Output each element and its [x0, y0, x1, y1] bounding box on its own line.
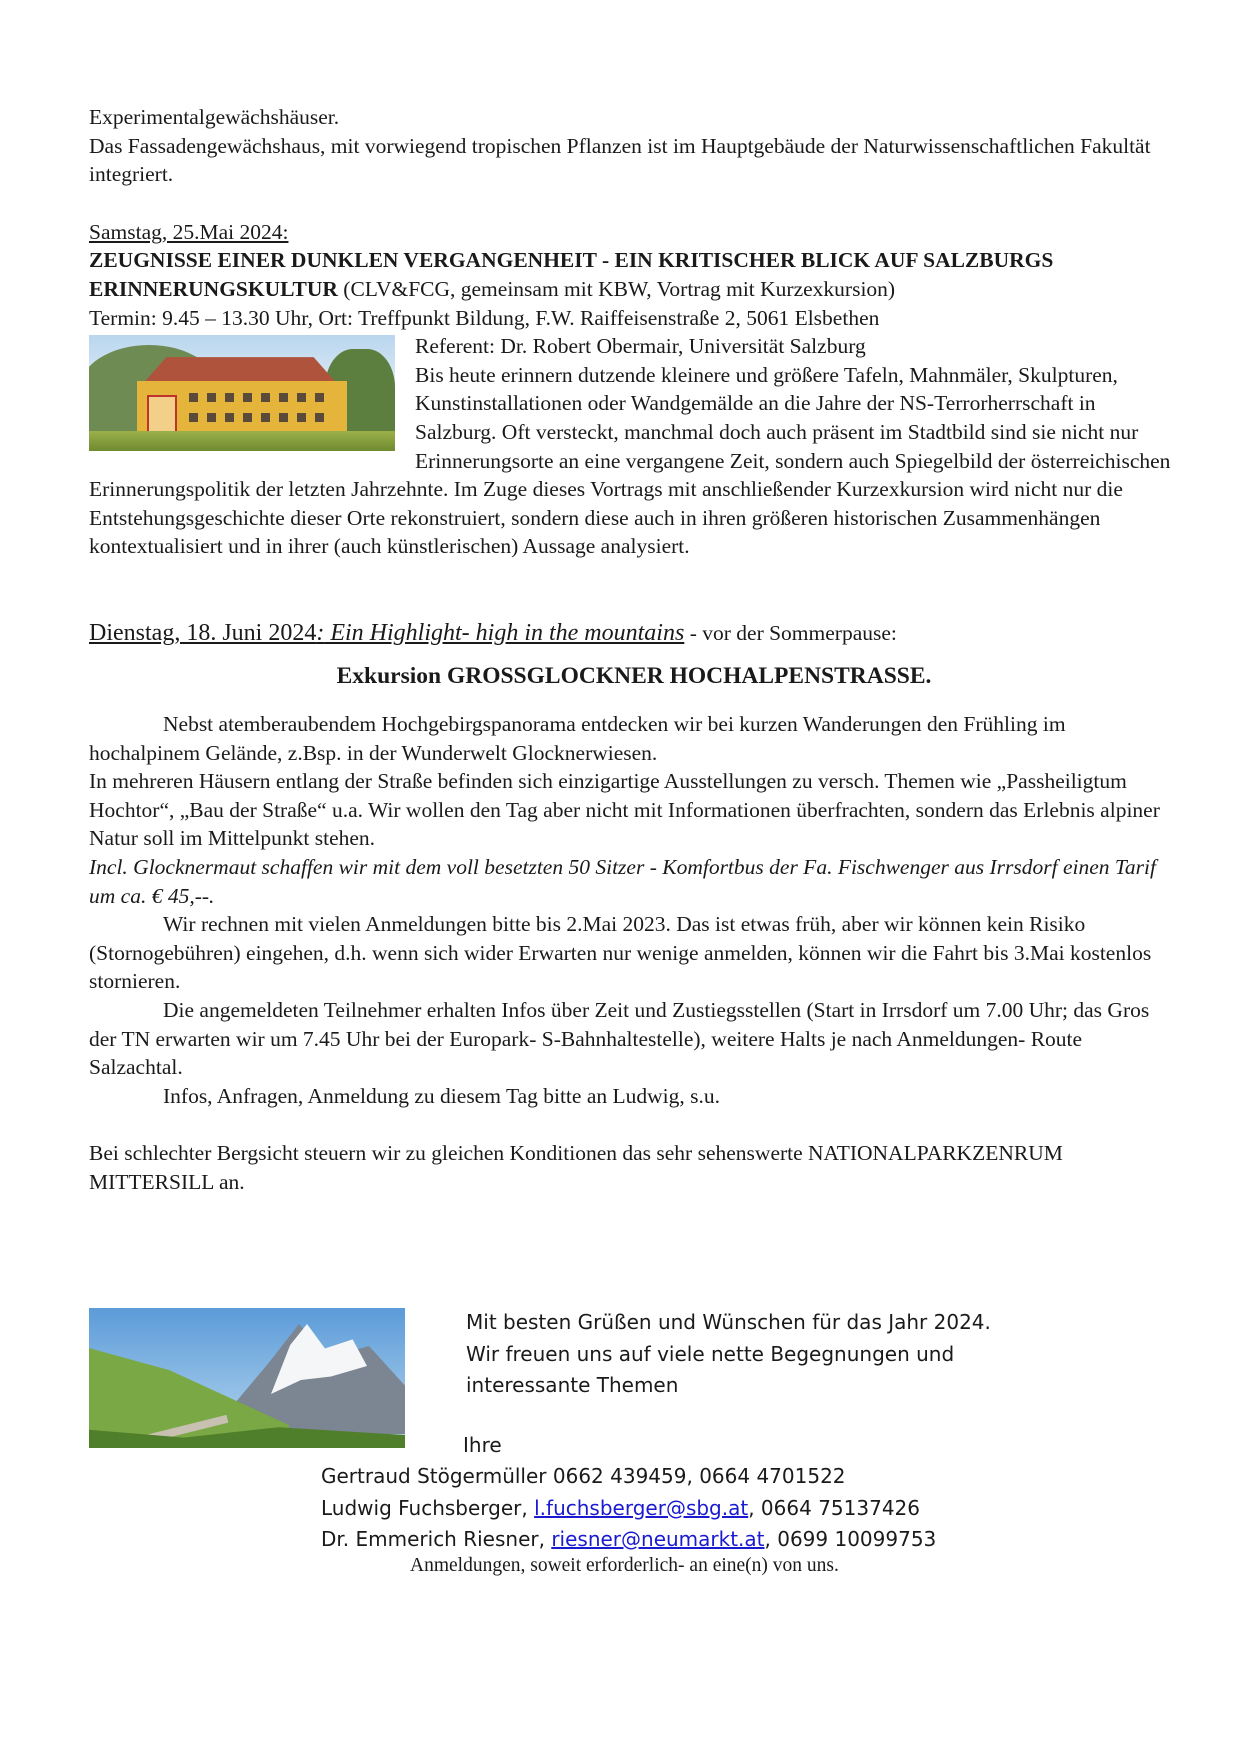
- greeting-line-3: interessante Themen: [466, 1373, 679, 1397]
- event2-title: Exkursion GROSSGLOCKNER HOCHALPENSTRASSE.: [336, 662, 932, 689]
- event2-p2: In mehreren Häusern entlang der Straße befinden sich einzigartige Ausstellungen zu versch. Themen wie „Passheiligtum Hochtor“, „Bau der Straße“ u.a. Wir wollen den Tag aber nicht mit Informationen überfrachten, sondern das Erlebnis alpiner Natur soll im Mittelpunkt stehen.: [89, 769, 1160, 851]
- event2-p7: Bei schlechter Bergsicht steuern wir zu gleichen Konditionen das sehr sehenswerte NATIONALPARKZENRUM MITTERSILL an.: [89, 1141, 1063, 1194]
- intro-line-1: Experimentalgewächshäuser.: [89, 105, 340, 129]
- closing-note: Anmeldungen, soweit erforderlich- an eine(n) von uns.: [410, 1555, 839, 1576]
- contact-phone: , 0699 10099753: [764, 1527, 937, 1551]
- event2-highlight: Ein Highlight- high in the mountains: [324, 619, 685, 646]
- signature-ihre: Ihre: [463, 1433, 502, 1457]
- document-body: [89, 103, 1179, 1197]
- contact-phone: , 0664 75137426: [748, 1495, 920, 1520]
- greeting-block: [466, 1307, 991, 1402]
- contact-name: Ludwig Fuchsberger,: [321, 1495, 535, 1520]
- greeting-line-2: Wir freuen uns auf viele nette Begegnungen und: [466, 1341, 955, 1366]
- event1-termin: Termin: 9.45 – 13.30 Uhr, Ort: Treffpunkt Bildung, F.W. Raiffeisenstraße 2, 5061 Elsbethen: [89, 305, 880, 330]
- intro-line-2: Das Fassadengewächshaus, mit vorwiegend tropischen Pflanzen ist im Hauptgebäude der Naturwissenschaftlichen Fakultät integriert.: [89, 133, 1151, 187]
- event2-header: [89, 619, 1179, 648]
- event2-p3: Incl. Glocknermaut schaffen wir mit dem voll besetzten 50 Sitzer - Komfortbus der Fa. Fischwenger aus Irrsdorf einen Tarif um ca. € 45,--.: [89, 855, 1156, 908]
- mountain-photo: [89, 1308, 405, 1448]
- event1-body: Bis heute erinnern dutzende kleinere und größere Tafeln, Mahnmäler, Skulpturen, Kunstinstallationen oder Wandgemälde an die Jahre der NS-Terrorherrschaft in Salzburg. Oft versteckt, manchmal doch auch präsent im Stadtbild sind sie nicht nur Erinnerungsorte an eine vergangene Zeit, sondern auch Spiegelbild der österreichischen Erinnerungspolitik der letzten Jahrzehnte. Im Zuge dieses Vortrags mit anschließender Kurzexkursion wird nicht nur die Entstehungsgeschichte dieser Orte rekonstruiert, sondern diese auch in ihren größeren historischen Zusammenhängen kontextualisiert und in ihrer (auch künstlerischen) Aussage analysiert.: [89, 362, 1171, 559]
- contact-name: Dr. Emmerich Riesner,: [321, 1527, 552, 1551]
- event1-title-suffix: (CLV&FCG, gemeinsam mit KBW, Vortrag mit Kurzexkursion): [337, 276, 896, 301]
- event2-suffix: - vor der Sommerpause:: [684, 620, 897, 645]
- contact-stoegermueller: Gertraud Stögermüller 0662 439459, 0664 4701522: [321, 1464, 846, 1488]
- email-link-riesner[interactable]: riesner@neumarkt.at: [551, 1527, 765, 1551]
- contact-riesner: [321, 1524, 936, 1556]
- event2-colon: :: [316, 619, 325, 646]
- email-link-fuchsberger[interactable]: l.fuchsberger@sbg.at: [534, 1495, 749, 1520]
- event2-date: Dienstag, 18. Juni 2024: [89, 619, 317, 646]
- greeting-line-1: Mit besten Grüßen und Wünschen für das Jahr 2024.: [466, 1310, 991, 1334]
- event2-p1: Nebst atemberaubendem Hochgebirgspanorama entdecken wir bei kurzen Wanderungen den Frühling im hochalpinem Gelände, z.Bsp. in der Wunderwelt Glocknerwiesen.: [89, 712, 1066, 765]
- event1-date: Samstag, 25.Mai 2024:: [89, 219, 289, 244]
- event2-p5: Die angemeldeten Teilnehmer erhalten Infos über Zeit und Zustiegsstellen (Start in Irrsdorf um 7.00 Uhr; das Gros der TN erwarten wir um 7.45 Uhr bei der Europark- S-Bahnhaltestelle), weitere Halts je nach Anmeldungen- Route Salzachtal.: [89, 998, 1150, 1080]
- contact-fuchsberger: [321, 1493, 936, 1525]
- event1-title: ZEUGNISSE EINER DUNKLEN VERGANGENHEIT - EIN KRITISCHER BLICK AUF SALZBURGS ERINNERUNGSKULTUR: [89, 248, 1054, 301]
- event2-p6: Infos, Anfragen, Anmeldung zu diesem Tag bitte an Ludwig, s.u.: [163, 1083, 720, 1108]
- contacts-block: [321, 1461, 936, 1556]
- event2-p4: Wir rechnen mit vielen Anmeldungen bitte bis 2.Mai 2023. Das ist etwas früh, aber wir können kein Risiko (Stornogebühren) eingehen, d.h. wenn sich wider Erwarten nur wenige anmelden, können wir die Fahrt bis 3.Mai kostenlos stornieren.: [89, 912, 1152, 994]
- building-photo: [89, 335, 395, 451]
- event1-referent: Referent: Dr. Robert Obermair, Universität Salzburg: [415, 334, 866, 359]
- event1-heading: [89, 246, 1179, 303]
